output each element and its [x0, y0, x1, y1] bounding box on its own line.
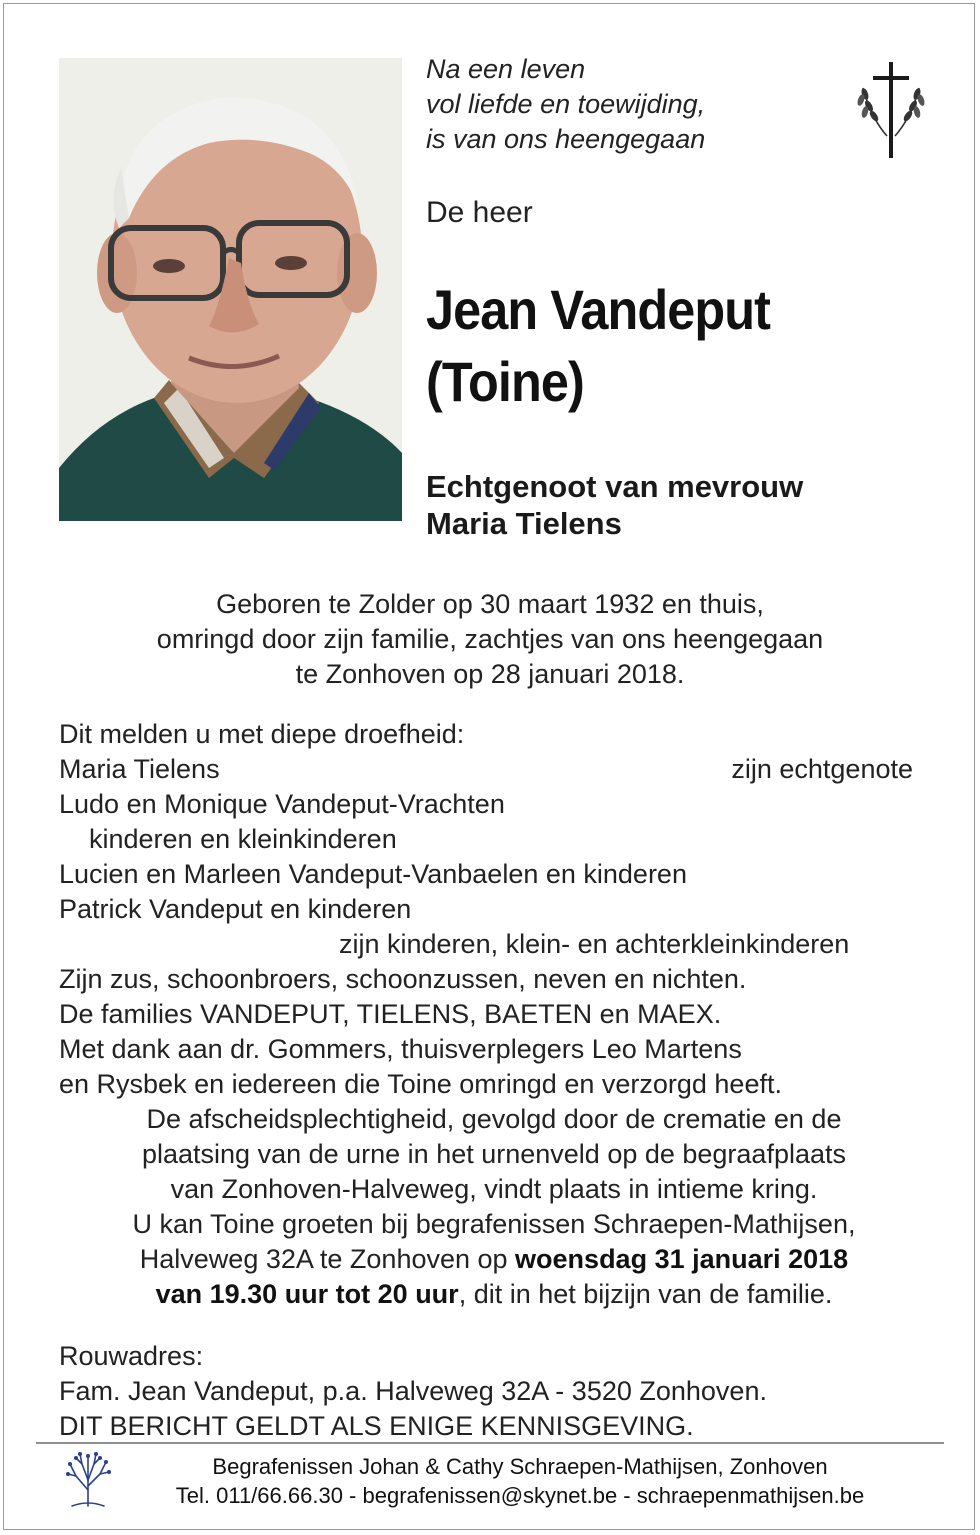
mourner-name: Maria Tielens — [59, 754, 220, 784]
spouse-line-1: Echtgenoot van mevrouw — [426, 469, 804, 504]
intro-verse — [426, 52, 846, 157]
ceremony-line-1: De afscheidsplechtigheid, gevolgd door de crematie en de — [146, 1104, 842, 1134]
mourner-line: kinderen en kleinkinderen — [89, 824, 397, 854]
birth-line-1: Geboren te Zolder op 30 maart 1932 en thuis, — [216, 589, 764, 619]
visitation-line-1 — [59, 1242, 929, 1277]
ceremony-line-3: van Zonhoven-Halveweg, vindt plaats in intieme kring. — [170, 1174, 818, 1204]
intro-line-3: is van ons heengegaan — [426, 124, 706, 154]
birth-line-3: te Zonhoven op 28 januari 2018. — [295, 659, 685, 689]
funeral-home-info — [120, 1452, 920, 1510]
footer-divider — [36, 1442, 944, 1444]
honorific: De heer — [426, 196, 533, 229]
address-line: Fam. Jean Vandeput, p.a. Halveweg 32A - 3520 Zonhoven. — [59, 1376, 767, 1406]
spouse-info — [426, 468, 946, 542]
visitation-line-2 — [59, 1277, 929, 1312]
visitation-location: Halveweg 32A te Zonhoven op — [139, 1244, 516, 1274]
mourner-row-spouse — [59, 752, 929, 787]
notice-line: DIT BERICHT GELDT ALS ENIGE KENNISGEVING. — [59, 1411, 694, 1441]
thanks-line-1: Met dank aan dr. Gommers, thuisverplegers Leo Martens — [59, 1034, 742, 1064]
address-label: Rouwadres: — [59, 1341, 204, 1371]
name-line-2: (Toine) — [426, 350, 584, 413]
deceased-name — [426, 274, 894, 418]
visitation-time: van 19.30 uur tot 20 uur — [155, 1279, 459, 1309]
birth-death-details — [40, 587, 940, 692]
tree-logo-icon — [62, 1450, 114, 1508]
spouse-line-2: Maria Tielens — [426, 506, 622, 541]
birth-line-2: omringd door zijn familie, zachtjes van ons heengegaan — [156, 624, 824, 654]
intro-line-1: Na een leven — [426, 54, 586, 84]
announcement-body — [59, 717, 929, 1312]
mourner-line: Ludo en Monique Vandeput-Vrachten — [59, 789, 505, 819]
mourning-address — [59, 1339, 939, 1444]
ceremony-line-2: plaatsing van de urne in het urnenveld op de begraafplaats — [141, 1139, 847, 1169]
funeral-home-name: Begrafenissen Johan & Cathy Schraepen-Mathijsen, Zonhoven — [212, 1454, 828, 1479]
thanks-line-2: en Rysbek en iedereen die Toine omringd en verzorgd heeft. — [59, 1069, 782, 1099]
relatives-line: Zijn zus, schoonbroers, schoonzussen, neven en nichten. — [59, 964, 747, 994]
portrait-photo — [59, 58, 402, 521]
mourner-line: Patrick Vandeput en kinderen — [59, 894, 412, 924]
families-line: De families VANDEPUT, TIELENS, BAETEN en MAEX. — [59, 999, 722, 1029]
funeral-home-contact: Tel. 011/66.66.30 - begrafenissen@skynet.be - schraepenmathijsen.be — [175, 1483, 865, 1508]
visitation-note: , dit in het bijzijn van de familie. — [458, 1279, 833, 1309]
mourner-line: Lucien en Marleen Vandeput-Vanbaelen en kinderen — [59, 859, 687, 889]
visitation-date: woensdag 31 januari 2018 — [515, 1244, 849, 1274]
mourner-role: zijn kinderen, klein- en achterkleinkinderen — [339, 929, 850, 959]
cross-with-wheat-icon — [853, 58, 929, 162]
intro-line-2: vol liefde en toewijding, — [426, 89, 706, 119]
name-line-1: Jean Vandeput — [426, 278, 771, 341]
mourner-role: zijn echtgenote — [731, 754, 913, 784]
ceremony-line-4: U kan Toine groeten bij begrafenissen Schraepen-Mathijsen, — [132, 1209, 856, 1239]
announcement-intro: Dit melden u met diepe droefheid: — [59, 719, 465, 749]
